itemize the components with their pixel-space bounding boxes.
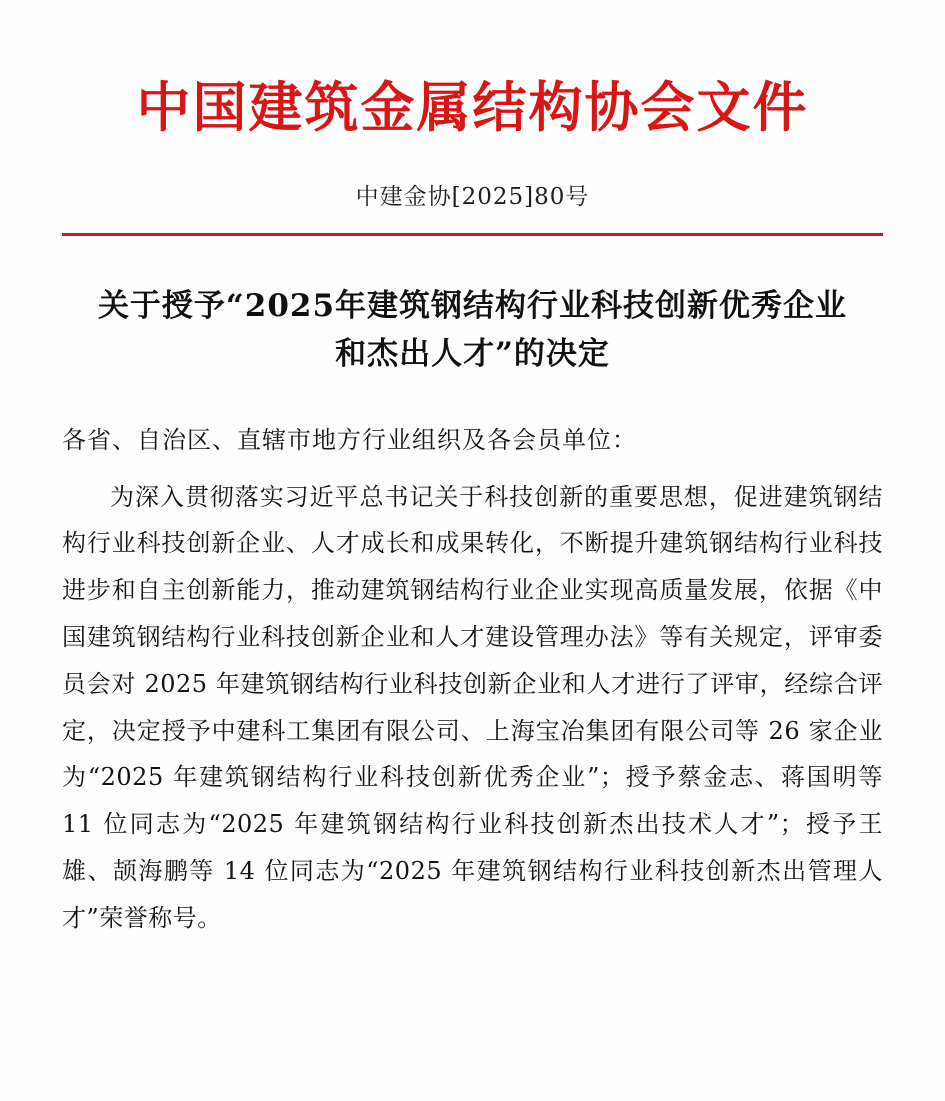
body-paragraph-1: 为深入贯彻落实习近平总书记关于科技创新的重要思想，促进建筑钢结构行业科技创新企业、人才成长和成果转化，不断提升建筑钢结构行业科技进步和自主创新能力，推动建筑钢结构行业企业实现高质量发展，依据《中国建筑钢结构行业科技创新企业和人才建设管理办法》等有关规定，评审委员会对 2025 年建筑钢结构行业科技创新企业和人才进行了评审，经综合评定，决定授予中建科工集团有限公司、上海宝冶集团有限公司等 26 家企业为“2025 年建筑钢结构行业科技创新优秀企业”；授予蔡金志、蒋国明等 11 位同志为“2025 年建筑钢结构行业科技创新杰出技术人才”；授予王雄、颉海鹏等 14 位同志为“2025 年建筑钢结构行业科技创新杰出管理人才”荣誉称号。 (62, 482, 883, 932)
organization-title: 中国建筑金属结构协会文件 (136, 75, 809, 139)
document-number: 中建金协[2025]80号 (355, 183, 590, 210)
salutation-line: 各省、自治区、直辖市地方行业组织及各会员单位： (62, 425, 637, 454)
document-title: 关于授予“2025年建筑钢结构行业科技创新优秀企业和杰出人才”的决定 (97, 287, 848, 372)
document-header (62, 74, 883, 211)
red-divider-rule (62, 233, 883, 236)
